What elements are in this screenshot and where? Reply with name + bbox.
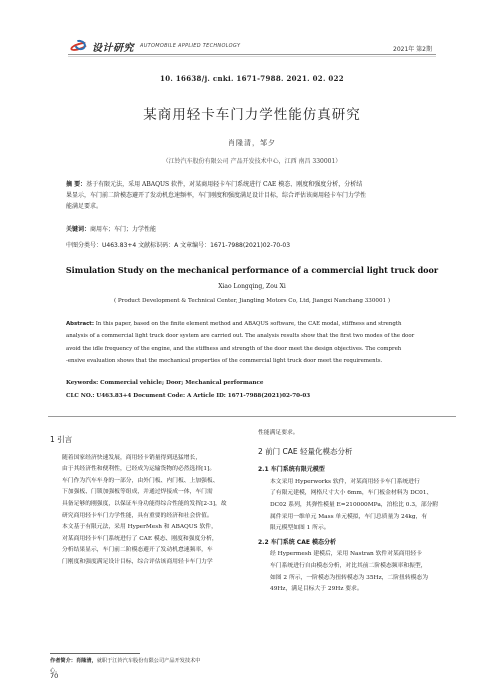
abstract-en-label: Abstract: [66, 321, 95, 327]
text-line: 本文基于有限元法，采用 HyperMesh 和 ABAQUS 软件， [62, 524, 217, 531]
logo-chinese-text: 设计研究 [92, 42, 134, 54]
abstract-cn [66, 179, 438, 213]
section-divider [48, 416, 456, 417]
subsection-heading-fe-model: 2.1 车门系统有限元模型 [258, 466, 325, 474]
abstract-cn-line: 基于有限元法，采用 ABAQUS 软件，对某商用轻卡车门系统进行 CAE 模态、刚度和强度分析，分析结 [86, 181, 363, 188]
text-line: 具备足够的刚强度，以保证车身功能得综合性能的发挥[2-3]，故 [62, 500, 227, 507]
header-rule-secondary [68, 56, 436, 57]
footnote-text: 心。 [50, 668, 61, 674]
affiliation-en: ( Product Development & Technical Center, Jiangling Motors Co, Ltd, Jiangxi Nanchang 330001 ) [113, 298, 391, 304]
journal-header [0, 0, 504, 62]
text-line: 如图 2 所示，一阶模态为扭转模态为 35Hz，二阶扭转模态为 [270, 574, 429, 581]
text-line: 门刚度和强度满足设计目标，综合评估该商用轻卡车门力学 [62, 558, 213, 565]
abstract-en-line: In this paper, based on the finite element method and ABAQUS software, the CAE modal, stiffness and strength [95, 321, 402, 327]
abstract-en-line: avoid the idle frequency of the engine, and the stiffness and strength of the door meet the design objectives. The compreh [66, 345, 402, 352]
subsection-heading-modal-analysis: 2.2 车门系统 CAE 模态分析 [258, 538, 337, 546]
modal-analysis-paragraph [258, 549, 454, 595]
paper-title-cn: 某商用轻卡车门力学性能仿真研究 [143, 107, 361, 123]
left-column [50, 428, 246, 569]
keywords-cn-label: 关键词： [66, 226, 91, 233]
logo-english-text: AUTOMOBILE APPLIED TECHNOLOGY [140, 43, 241, 49]
keywords-cn-text: 商用车；车门；力学性能 [90, 226, 157, 233]
text-line: 车门作为汽车车身的一部分，由外门板、内门板、上加强板、 [62, 477, 219, 484]
abstract-cn-line: 能满足要求。 [66, 203, 103, 211]
section-heading-intro: 1 引言 [50, 435, 73, 444]
footnote-text: 就职于江铃汽车股份有限公司产品开发技术中 [96, 658, 201, 664]
footnote-rule [50, 653, 140, 654]
footnote-label: 作者简介：肖隆清， [50, 658, 97, 664]
text-line: 经 Hypermesh 建模后，采用 Nastran 软件对某商用轻卡 [270, 551, 422, 558]
authors-cn: 肖隆清，邹夕 [228, 139, 276, 147]
doi-line: 10. 16638/j. cnki. 1671-7988. 2021. 02. 022 [160, 74, 344, 83]
author-footnote [50, 656, 246, 676]
affiliation-cn: （江铃汽车股份有限公司 产品开发技术中心，江西 南昌 330001） [162, 158, 342, 165]
text-line: 对某商用轻卡车门系统进行了 CAE 模态、刚度和强度分析， [62, 535, 218, 542]
text-line: 属件采用一维单元 Mass 单元模拟，车门总质量为 24kg，有 [270, 513, 428, 520]
text-line: 49Hz，满足目标大于 29Hz 要求。 [270, 586, 363, 593]
right-column [258, 428, 454, 596]
classification-en: CLC NO.: U463.83+4 Document Code: A Article ID: 1671-7988(2021)02-70-03 [66, 393, 311, 399]
issue-label: 2021年 第2期 [393, 46, 432, 53]
fe-model-paragraph [258, 477, 454, 535]
keywords-cn [66, 224, 156, 233]
text-line: 下加强板、门锁加强板等组成，并通过焊接成一体，车门需 [62, 489, 213, 496]
text-line: 随着国家经济快速发展，商用轻卡销量得到迅猛增长， [62, 454, 202, 461]
text-line: 本文采用 Hyperworks 软件，对某商用轻卡车门系统进行 [270, 478, 420, 485]
paper-title-en: Simulation Study on the mechanical performance of a commercial light truck door [65, 265, 439, 275]
abstract-en [66, 318, 438, 368]
abstract-cn-label: 摘 要： [66, 181, 87, 188]
text-line: 研究商用轻卡车门力学性能，具有重要的经济和社会价值。 [62, 512, 213, 519]
text-line: 了有限元建模，网格尺寸大小 6mm，车门板金材料为 DC01、 [270, 490, 433, 497]
section-heading-modal: 2 前门 CAE 轻量化模态分析 [258, 446, 353, 456]
text-line: 车门系统进行自由模态分析，对比其前二阶模态频率和振型， [270, 562, 427, 569]
header-rule [68, 54, 436, 55]
authors-en: Xiao Longqing, Zou Xi [218, 283, 286, 290]
swoosh-logo-icon [70, 38, 90, 54]
keywords-en: Keywords: Commercial vehicle; Door; Mechanical performance [66, 380, 264, 386]
text-line: 由于其经济性和便利性，已经成为运输货物的必然选择[1]。 [62, 466, 216, 473]
text-line: 分析结果显示，车门前二阶模态避开了发动机怠速频率，车 [62, 547, 213, 554]
abstract-en-line: -ensive evaluation shows that the mechanical properties of the commercial light truck door meet the requirements. [66, 358, 383, 365]
page-number: 70 [50, 672, 59, 680]
journal-logo [70, 38, 240, 54]
intro-paragraph-1 [50, 453, 246, 523]
abstract-cn-line: 果显示，车门前二阶模态避开了发动机怠速频率，车门刚度和强度满足设计目标，综合评估该商用轻卡车门力学性 [66, 192, 367, 200]
classification-cn: 中图分类号：U463.83+4 文献标识码：A 文章编号：1671-7988(2021)02-70-03 [66, 242, 291, 249]
intro-paragraph-2 [50, 522, 246, 568]
carry-over-text: 性能满足要求。 [258, 430, 299, 436]
text-line: DC02 系列，其弹性模量 E=210000MPa，泊松比 0.3，部分附 [270, 501, 439, 508]
abstract-en-line: analysis of a commercial light truck door system are carried out. The analysis results show that the first two modes of the door [66, 333, 415, 340]
text-line: 限元模型如图 1 所示。 [270, 525, 330, 532]
